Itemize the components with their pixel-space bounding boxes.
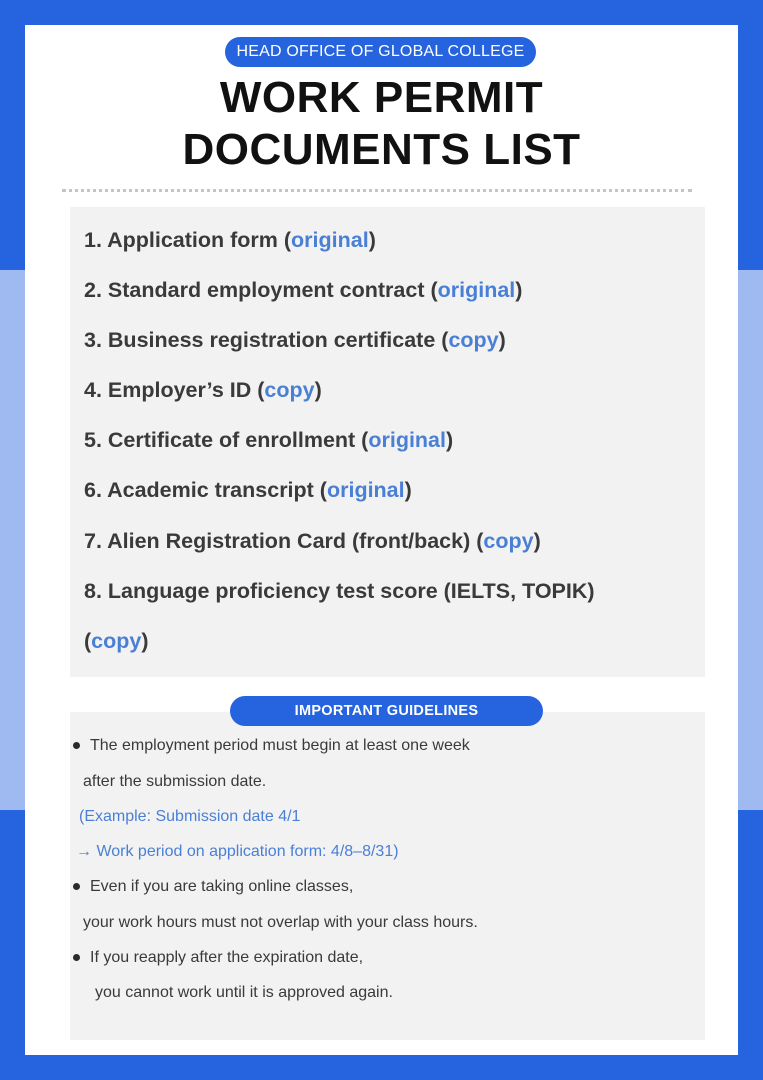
dotted-divider <box>62 189 692 192</box>
guideline-text: after the submission date. <box>83 773 267 790</box>
list-item: (copy) <box>84 629 149 653</box>
document-type: copy <box>448 328 499 352</box>
list-item: 3. Business registration certificate (copy) <box>84 328 506 352</box>
document-type: original <box>437 278 516 302</box>
title-line-1: WORK PERMIT <box>219 73 544 122</box>
list-item: 2. Standard employment contract (original) <box>84 278 523 302</box>
list-item: 1. Application form (original) <box>84 228 376 252</box>
bullet-icon <box>73 954 80 961</box>
guidelines-panel <box>70 712 705 1040</box>
list-item: 7. Alien Registration Card (front/back) (copy) <box>84 529 541 553</box>
bullet-icon <box>73 883 80 890</box>
document-type: copy <box>91 629 142 653</box>
guideline-example: → Work period on application form: 4/8–8/31) <box>76 843 399 860</box>
bullet-icon <box>73 742 80 749</box>
office-badge: HEAD OFFICE OF GLOBAL COLLEGE <box>225 37 536 67</box>
list-item: 8. Language proficiency test score (IELTS, TOPIK) <box>84 579 595 603</box>
document-type: copy <box>483 529 534 553</box>
title-line-2: DOCUMENTS LIST <box>182 125 581 174</box>
guideline-text: Even if you are taking online classes, <box>90 878 354 895</box>
guideline-text: you cannot work until it is approved again. <box>95 984 393 1001</box>
list-item: 6. Academic transcript (original) <box>84 478 412 502</box>
documents-list <box>70 207 705 677</box>
guideline-text: If you reapply after the expiration date, <box>90 949 364 966</box>
list-item: 4. Employer’s ID (copy) <box>84 378 322 402</box>
page-title <box>25 72 738 176</box>
document-sheet <box>25 25 738 1055</box>
document-type: original <box>368 428 446 452</box>
document-type: original <box>326 478 405 502</box>
document-type: copy <box>264 378 315 402</box>
document-type: original <box>291 228 369 252</box>
guideline-text: your work hours must not overlap with your class hours. <box>83 914 478 931</box>
guideline-example: (Example: Submission date 4/1 <box>79 808 301 825</box>
guidelines-heading-badge: IMPORTANT GUIDELINES <box>230 696 543 726</box>
guideline-text: The employment period must begin at least one week <box>90 737 470 754</box>
list-item: 5. Certificate of enrollment (original) <box>84 428 454 452</box>
